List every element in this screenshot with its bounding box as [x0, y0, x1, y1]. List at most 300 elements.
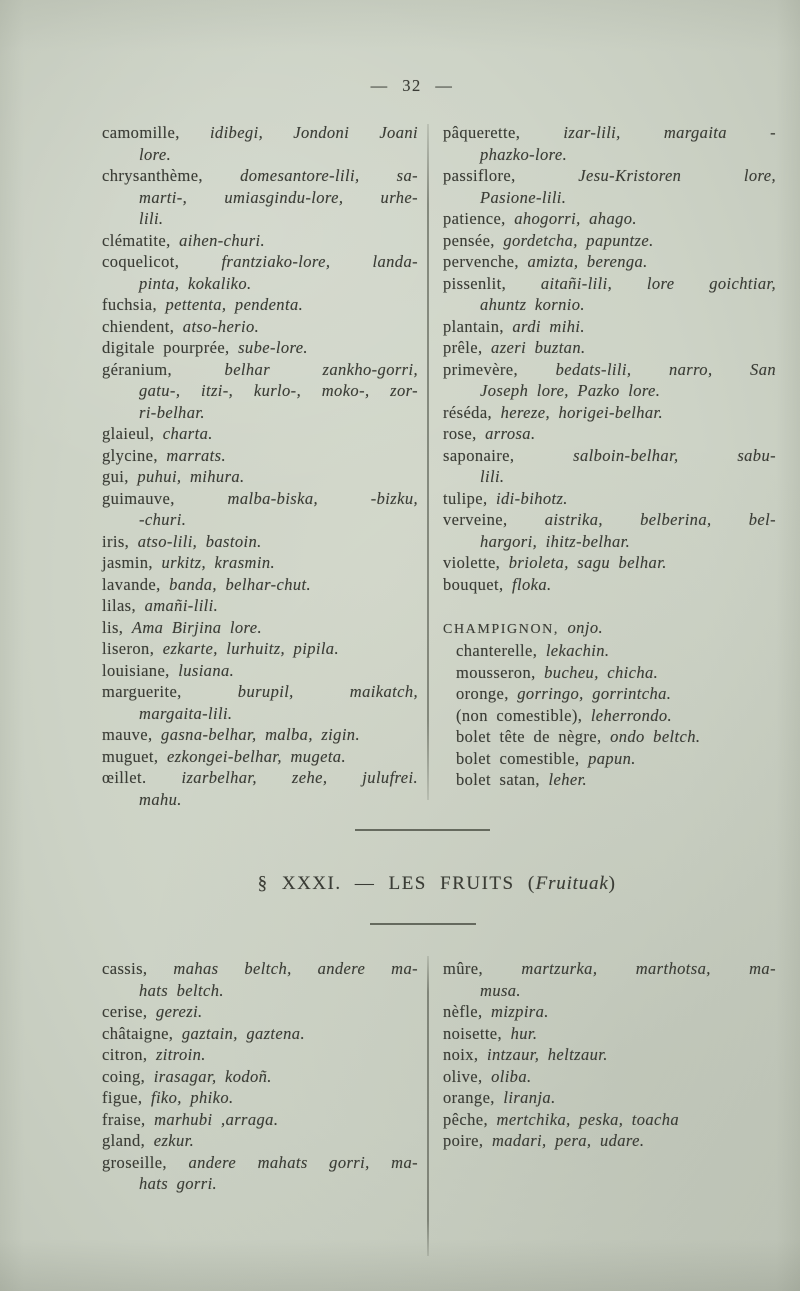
french-term: passiflore, [443, 166, 516, 185]
basque-translation: lili. [139, 209, 164, 228]
entry-line [102, 1130, 418, 1152]
entry-line [443, 230, 776, 252]
basque-translation: leherrondo. [590, 705, 673, 725]
entry-line [102, 660, 418, 682]
basque-translation: belhar zankho-gorri, [224, 359, 419, 379]
entry-line [443, 1044, 776, 1066]
section-header-close-paren: ) [608, 873, 617, 894]
flowers-section [102, 122, 776, 810]
french-term: groseille, [102, 1152, 167, 1172]
entry-line [102, 337, 418, 359]
french-term: pêche, [443, 1109, 488, 1129]
french-term: primevère, [443, 359, 519, 379]
basque-translation: oliba. [491, 1066, 532, 1086]
entry-line [139, 208, 418, 230]
entry-line [139, 187, 418, 209]
basque-translation: Joseph lore, Pazko lore. [480, 381, 661, 400]
french-term: violette, [443, 553, 501, 572]
basque-translation: frantziako-lore, landa- [221, 252, 418, 271]
basque-translation: mahu. [139, 789, 182, 809]
entry-line [102, 122, 418, 144]
dictionary-entry [443, 423, 776, 445]
french-term: gui, [102, 467, 129, 486]
entry-line [443, 574, 776, 596]
dictionary-entry [102, 466, 418, 488]
entry-line [480, 144, 776, 166]
basque-translation: andere mahats gorri, ma- [188, 1152, 418, 1172]
basque-translation: marrats. [166, 445, 227, 465]
french-term: tulipe, [443, 488, 488, 508]
basque-translation: burupil, maikatch, [237, 682, 418, 701]
dictionary-entry [102, 1001, 418, 1023]
french-term: noisette, [443, 1023, 503, 1043]
entry-line [139, 402, 418, 424]
basque-translation: ri-belhar. [139, 402, 205, 422]
basque-translation: marti-, umiasgindu-lore, urhe- [139, 187, 418, 207]
dictionary-entry [443, 958, 776, 1001]
french-term: digitale pourprée, [102, 338, 230, 357]
basque-translation: leher. [548, 770, 588, 789]
basque-translation: Ama Birjina lore. [131, 617, 262, 637]
section-header [37, 873, 800, 895]
basque-translation: hur. [510, 1023, 538, 1043]
basque-translation: intzaur, heltzaur. [487, 1045, 608, 1064]
dictionary-entry [102, 681, 418, 724]
dictionary-entry [443, 208, 776, 230]
basque-translation: ahogorri, ahago. [514, 209, 637, 228]
french-term: chrysanthème, [102, 166, 203, 185]
basque-translation: Jesu-Kristoren lore, [578, 166, 776, 185]
entry-line [443, 617, 776, 641]
basque-translation: gaztain, gaztena. [181, 1023, 305, 1043]
french-term: camomille, [102, 123, 180, 142]
basque-translation: atso-lili, bastoin. [137, 531, 262, 551]
entry-line [102, 681, 418, 703]
dictionary-entry [443, 574, 776, 596]
page-number: — 32 — [370, 76, 454, 95]
dictionary-entry [102, 574, 418, 596]
entry-line [102, 724, 418, 746]
basque-translation: phazko-lore. [480, 144, 568, 164]
basque-translation: fiko, phiko. [150, 1088, 234, 1107]
entry-line [102, 552, 418, 574]
french-term: fraise, [102, 1109, 146, 1129]
entry-line [102, 1087, 418, 1109]
dictionary-entry [443, 488, 776, 510]
french-term: iris, [102, 531, 130, 551]
entry-line [139, 273, 418, 295]
fruits-column-divider-line [427, 956, 429, 1256]
dictionary-entry [456, 662, 776, 684]
dictionary-entry [102, 1109, 418, 1131]
basque-translation: mizpira. [491, 1002, 549, 1021]
basque-translation: hats beltch. [139, 980, 224, 1000]
dictionary-entry [443, 1044, 776, 1066]
basque-translation: martzurka, marthotsa, ma- [521, 959, 776, 978]
basque-translation: liranja. [503, 1088, 556, 1107]
basque-translation: idi-bihotz. [496, 488, 568, 508]
entry-line [102, 294, 418, 316]
basque-translation: mertchika, peska, toacha [496, 1109, 680, 1129]
dictionary-entry [443, 552, 776, 574]
dictionary-entry [102, 122, 418, 165]
french-term: muguet, [102, 746, 159, 766]
entry-line [443, 165, 776, 187]
dictionary-entry [443, 1087, 776, 1109]
entry-line [480, 380, 776, 402]
dictionary-entry [102, 724, 418, 746]
entry-line [102, 767, 418, 789]
french-term: bolet comestible, [456, 748, 580, 768]
dictionary-entry [102, 1087, 418, 1109]
french-term: noix, [443, 1045, 479, 1064]
entry-line [456, 640, 776, 662]
french-term: saponaire, [443, 445, 515, 465]
basque-translation: ardi mihi. [512, 316, 585, 336]
dictionary-entry [102, 1130, 418, 1152]
dictionary-entry [443, 230, 776, 252]
french-term: mauve, [102, 725, 153, 744]
entry-line [443, 273, 776, 295]
dictionary-entry [102, 488, 418, 531]
section-header-roman: § XXXI. — LES FRUITS ( [257, 873, 536, 894]
entry-line [443, 1001, 776, 1023]
basque-translation: pinta, kokaliko. [139, 273, 252, 293]
french-term: pissenlit, [443, 273, 507, 293]
french-term: coquelicot, [102, 252, 180, 271]
basque-translation: domesantore-lili, sa- [240, 166, 419, 185]
section-header-basque: Fruituak [535, 873, 609, 894]
dictionary-entry [102, 617, 418, 639]
entry-line [139, 380, 418, 402]
basque-translation: ondo beltch. [610, 727, 701, 746]
french-term: glaieul, [102, 424, 155, 443]
basque-translation: salboin-belhar, sabu- [573, 445, 777, 465]
dictionary-entry [456, 705, 776, 727]
basque-translation: hargori, ihitz-belhar. [480, 531, 631, 551]
entry-line [456, 726, 776, 748]
entry-line [102, 488, 418, 510]
dictionary-entry [443, 1001, 776, 1023]
french-term: géranium, [102, 359, 173, 379]
dictionary-entry [102, 165, 418, 230]
entry-line [443, 208, 776, 230]
flowers-left-column [102, 122, 418, 810]
basque-translation: malba-biska, -bizku, [227, 488, 418, 508]
entry-line [443, 402, 776, 424]
entry-line [443, 552, 776, 574]
french-term: plantain, [443, 316, 504, 336]
entry-line [139, 509, 418, 531]
basque-translation: marhubi ,arraga. [154, 1109, 279, 1129]
french-term: chiendent, [102, 316, 175, 336]
entry-line [139, 789, 418, 811]
french-term: réséda, [443, 402, 493, 422]
basque-translation: sube-lore. [238, 338, 308, 357]
french-term: glycine, [102, 445, 158, 465]
french-term: CHAMPIGNON, [443, 621, 559, 637]
basque-translation: gatu-, itzi-, kurlo-, moko-, zor- [139, 381, 418, 400]
basque-translation: lili. [480, 467, 505, 486]
dictionary-entry [443, 165, 776, 208]
french-term: coing, [102, 1066, 146, 1086]
french-term: citron, [102, 1045, 148, 1064]
french-term: verveine, [443, 510, 508, 529]
entry-line [480, 531, 776, 553]
basque-translation: ezkarte, lurhuitz, pipila. [162, 639, 339, 658]
dictionary-entry [443, 316, 776, 338]
dictionary-entry [443, 445, 776, 488]
dictionary-entry [102, 660, 418, 682]
entry-line [139, 980, 418, 1002]
basque-translation: ahuntz kornio. [480, 295, 585, 314]
dictionary-entry [443, 251, 776, 273]
dictionary-entry [102, 1023, 418, 1045]
basque-translation: charta. [162, 424, 213, 443]
entry-line [456, 748, 776, 770]
entry-line [102, 316, 418, 338]
dictionary-entry [102, 423, 418, 445]
basque-translation: puhui, mihura. [137, 467, 245, 486]
basque-translation: margaita-lili. [139, 703, 233, 723]
french-term: pensée, [443, 230, 495, 250]
entry-line [443, 1087, 776, 1109]
dictionary-entry [102, 746, 418, 768]
dictionary-entry [102, 552, 418, 574]
entry-line [443, 337, 776, 359]
fruits-left-column [102, 958, 418, 1195]
basque-translation: aistrika, belberina, bel- [544, 510, 776, 529]
basque-translation: gorringo, gorrintcha. [517, 684, 672, 703]
entry-line [139, 703, 418, 725]
basque-translation: pettenta, pendenta. [165, 295, 304, 314]
basque-translation: urkitz, krasmin. [161, 553, 275, 572]
basque-translation: Pasione-lili. [480, 187, 567, 207]
dictionary-entry [456, 726, 776, 748]
french-term: fuchsia, [102, 295, 157, 314]
french-term: louisiane, [102, 660, 170, 680]
french-term: bolet satan, [456, 770, 540, 789]
entry-line [456, 769, 776, 791]
entry-line [443, 122, 776, 144]
basque-translation: lekachin. [545, 641, 610, 660]
entry-line [102, 1109, 418, 1131]
entry-line [443, 1066, 776, 1088]
french-term: liseron, [102, 639, 155, 658]
entry-line [102, 165, 418, 187]
french-term: guimauve, [102, 488, 175, 508]
dictionary-entry [102, 1044, 418, 1066]
french-term: orange, [443, 1088, 495, 1107]
dictionary-entry [456, 640, 776, 662]
entry-line [102, 638, 418, 660]
entry-line [102, 1001, 418, 1023]
french-term: cassis, [102, 959, 148, 978]
dictionary-entry [102, 595, 418, 617]
entry-line [480, 294, 776, 316]
basque-translation: zitroin. [155, 1045, 206, 1064]
basque-translation: azeri buztan. [491, 338, 586, 357]
french-term: pâquerette, [443, 123, 521, 142]
french-term: œillet. [102, 768, 147, 787]
french-term: poire, [443, 1131, 484, 1150]
entry-line [102, 531, 418, 553]
entry-line [139, 144, 418, 166]
basque-translation: izarbelhar, zehe, julufrei. [181, 768, 418, 787]
entry-line [102, 359, 418, 381]
french-term: pervenche, [443, 252, 519, 271]
basque-translation: onjo. [567, 617, 603, 637]
section-header-underline-rule [370, 923, 476, 925]
french-term: gland, [102, 1131, 146, 1150]
dictionary-entry [102, 251, 418, 294]
dictionary-entry [456, 769, 776, 791]
dictionary-entry [102, 767, 418, 810]
entry-line [443, 1109, 776, 1131]
entry-line [480, 466, 776, 488]
french-term: marguerite, [102, 682, 182, 701]
french-term: lilas, [102, 596, 137, 615]
basque-translation: gerezi. [155, 1002, 203, 1021]
french-term: (non comestible), [456, 705, 583, 725]
dictionary-entry [102, 359, 418, 424]
entry-line [480, 187, 776, 209]
french-term: prêle, [443, 338, 483, 357]
basque-translation: musa. [480, 980, 521, 1000]
dictionary-entry [102, 230, 418, 252]
dictionary-entry [102, 294, 418, 316]
french-term: jasmin, [102, 553, 153, 572]
french-term: olive, [443, 1066, 483, 1086]
dictionary-entry [443, 359, 776, 402]
basque-translation: lore. [139, 144, 172, 164]
entry-line [443, 445, 776, 467]
basque-translation: idibegi, Jondoni Joani [209, 123, 418, 142]
basque-translation: izar-lili, margaita - [563, 123, 776, 142]
entry-line [102, 230, 418, 252]
fruits-right-column [443, 958, 776, 1152]
dictionary-entry [443, 1066, 776, 1088]
french-term: nèfle, [443, 1002, 483, 1021]
french-term: lis, [102, 617, 124, 637]
french-term: patience, [443, 209, 506, 228]
section-separator-rule [355, 829, 490, 831]
basque-translation: amizta, berenga. [527, 252, 648, 271]
basque-translation: atso-herio. [182, 316, 260, 336]
entry-line [443, 423, 776, 445]
entry-line [443, 509, 776, 531]
basque-translation: ezkur. [153, 1131, 195, 1150]
entry-line [443, 488, 776, 510]
entry-line [102, 251, 418, 273]
entry-line [456, 705, 776, 727]
entry-line [102, 746, 418, 768]
dictionary-entry [443, 273, 776, 316]
entry-line [443, 359, 776, 381]
french-term: oronge, [456, 684, 509, 703]
entry-line [102, 423, 418, 445]
dictionary-entry [443, 337, 776, 359]
dictionary-entry [443, 1130, 776, 1152]
dictionary-entry [102, 638, 418, 660]
entry-line [102, 617, 418, 639]
dictionary-entry [102, 531, 418, 553]
basque-translation: irasagar, kodoñ. [153, 1066, 272, 1086]
basque-translation: amañi-lili. [144, 596, 219, 615]
entry-line [102, 1152, 418, 1174]
basque-translation: lusiana. [178, 660, 235, 680]
basque-translation: papun. [588, 748, 636, 768]
entry-line [102, 1066, 418, 1088]
entry-line [102, 1044, 418, 1066]
french-term: mûre, [443, 959, 484, 978]
french-term: châtaigne, [102, 1023, 174, 1043]
entry-line [480, 980, 776, 1002]
basque-translation: arrosa. [485, 424, 536, 443]
french-term: mousseron, [456, 662, 536, 682]
french-term: rose, [443, 424, 477, 443]
dictionary-entry [443, 402, 776, 424]
basque-translation: -churi. [139, 510, 187, 529]
dictionary-entry [443, 122, 776, 165]
entry-line [139, 1173, 418, 1195]
dictionary-entry [102, 445, 418, 467]
entry-line [102, 445, 418, 467]
basque-translation: bucheu, chicha. [544, 662, 659, 682]
entry-line [102, 466, 418, 488]
dictionary-entry [443, 617, 776, 641]
column-divider-line [427, 124, 429, 800]
dictionary-entry [443, 509, 776, 552]
french-term: bolet tête de nègre, [456, 727, 602, 746]
entry-line [102, 958, 418, 980]
entry-line [443, 958, 776, 980]
flowers-right-column [443, 122, 776, 791]
basque-translation: ezkongei-belhar, mugeta. [166, 746, 346, 766]
entry-line [443, 1130, 776, 1152]
entry-line [443, 1023, 776, 1045]
dictionary-entry [102, 316, 418, 338]
basque-translation: mahas beltch, andere ma- [173, 959, 418, 978]
french-term: clématite, [102, 230, 171, 250]
entry-line [102, 1023, 418, 1045]
dictionary-entry [102, 1152, 418, 1195]
dictionary-entry [443, 1109, 776, 1131]
basque-translation: banda, belhar-chut. [169, 574, 312, 594]
basque-translation: gordetcha, papuntze. [503, 230, 654, 250]
basque-translation: brioleta, sagu belhar. [508, 553, 667, 572]
entry-line [456, 683, 776, 705]
basque-translation: bedats-lili, narro, San [555, 359, 776, 379]
entry-line [443, 251, 776, 273]
french-term: lavande, [102, 574, 161, 594]
dictionary-entry [102, 1066, 418, 1088]
dictionary-entry [456, 683, 776, 705]
entry-line [102, 595, 418, 617]
basque-translation: hats gorri. [139, 1174, 218, 1193]
french-term: bouquet, [443, 574, 504, 594]
basque-translation: hereze, horigei-belhar. [500, 402, 664, 422]
entry-line [102, 574, 418, 596]
dictionary-entry [102, 337, 418, 359]
dictionary-entry [456, 748, 776, 770]
basque-translation: floka. [512, 574, 552, 594]
basque-translation: aitañi-lili, lore goichtiar, [540, 273, 776, 293]
french-term: cerise, [102, 1002, 148, 1021]
dictionary-entry [102, 958, 418, 1001]
french-term: figue, [102, 1088, 143, 1107]
basque-translation: aihen-churi. [179, 230, 266, 250]
